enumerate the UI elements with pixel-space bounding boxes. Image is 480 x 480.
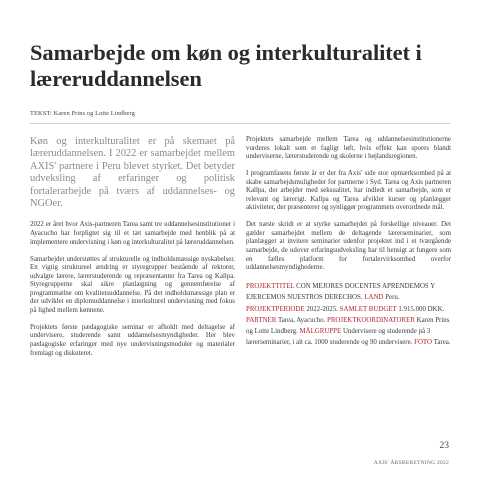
body-paragraph: Det næste skridt er at styrke samarbejdet på forskellige niveauer. Det gælder samarbejdet mellem de deltagende lærerseminarier, som planlægger at invitere seminarier udenfor projektet ind i et tværgående samarbejde, de udover erfaringsudveksling har til hensigt at fungere som en fælles platform for fortalervirksomhed overfor uddannelsesmyndighederne. xyxy=(246,221,451,272)
fact-label: SAMLET BUDGET xyxy=(339,305,397,313)
fact-value: 2022-2025. xyxy=(306,305,338,313)
left-column xyxy=(30,136,235,367)
article-title: Samarbejde om køn og interkulturalitet i læreruddannelsen xyxy=(30,40,422,91)
fact-value: Peru. xyxy=(385,294,400,302)
fact-label: PROJEKTKOORDINATORER xyxy=(327,316,415,324)
divider xyxy=(30,123,450,124)
lead-paragraph: Køn og interkulturalitet er på skemaet på læreruddannelsen. I 2022 er samarbejdet mellem AXIS' partnere i Peru blevet styrket. Det betyder udveksling af erfaringer og politisk fortalerarbejde på tværs af uddannelses- og NGOer. xyxy=(30,136,235,210)
fact-label: PROJEKTTITEL xyxy=(246,283,295,291)
fact-label: PARTNER xyxy=(246,316,277,324)
fact-value: CON MEJORES DOCENTES APRENDEMOS Y EJERCEMOS NUESTROS DERECHOS. xyxy=(246,283,435,302)
fact-label: MÅLGRUPPE xyxy=(299,327,342,335)
fact-value: Tarea. xyxy=(433,339,451,347)
body-paragraph: 2022 er året hvor Axis-partneren Tarea samt tre uddannelsesinstitutioner i Ayacucho har forpligtet sig til et tæt samarbejde med henblik på at implementere undervisning i køn og interkulturalitet på læreruddannelsen. xyxy=(30,221,235,246)
fact-label: FOTO xyxy=(414,339,432,347)
body-paragraph: I programfasens første år er der fra Axis' side stor opmærksomhed på at skabe samarbejdsmuligheder for partnerne i Syd. Tarea og Axis partneren Kallpa, der arbejder med seksualitet, har indledt et samarbejde, som er relevant og lærerigt. Kallpa og Tarea afvikler kurser og planlægger aktiviteter, der præsenterer og synliggør programmets overordnede mål. xyxy=(246,170,451,212)
page-number: 23 xyxy=(439,441,449,451)
fact-label: PROJEKTPERIODE xyxy=(246,305,305,313)
right-column xyxy=(246,136,451,348)
running-footer: AXIS' ÅRSBERETNING 2022 xyxy=(373,460,449,466)
body-paragraph: Samarbejdet understøttes af strukturelle og indholdsmæssige nyskabelser. En vigtig struktureel ændring er styregrupper bestående af rektorer, udvalgte lærere, lærerstuderende og repræsentanter fra Tarea og Kallpa. Styregrupperne skal sikre planlægning og gennemførelse af programmælne om kvalitetsuddannelse. På det indholdsmæssige plan er der udviklet en diplomuddannelse i interkulturel undervisning med fokus på lighed mellem kønnene. xyxy=(30,255,235,314)
project-facts xyxy=(246,281,451,348)
fact-value: Undervisere og studerende på 3 lærerseminarier, i alt ca. 1000 studerende og 90 undervisere. xyxy=(246,327,431,347)
fact-value: Karen Prins og Lotte Lindberg. xyxy=(246,316,450,335)
fact-value: 1.915.000 DKK. xyxy=(398,305,445,313)
body-paragraph: Projektets samarbejde mellem Tarea og uddannelsesinstitutionerne vurderes lokalt som et fagligt løft, hvis effekt kan spores blandt underviserne, lærerstuderende og skolerne i højlandsregionen. xyxy=(246,136,451,161)
body-paragraph: Projektets første pædagogiske seminar er afholdt med deltagelse af undervisere, studerende samt uddannelsesmyndigheder. Her blev pædagogiske erfaringer med nye undervisningsmoduler og materialer fremlagt og diskuteret. xyxy=(30,323,235,357)
article-byline: TEKST: Karen Prins og Lotte Lindberg xyxy=(30,110,135,117)
fact-value: Tarea, Ayacucho. xyxy=(277,316,326,324)
fact-label: LAND xyxy=(364,294,384,302)
